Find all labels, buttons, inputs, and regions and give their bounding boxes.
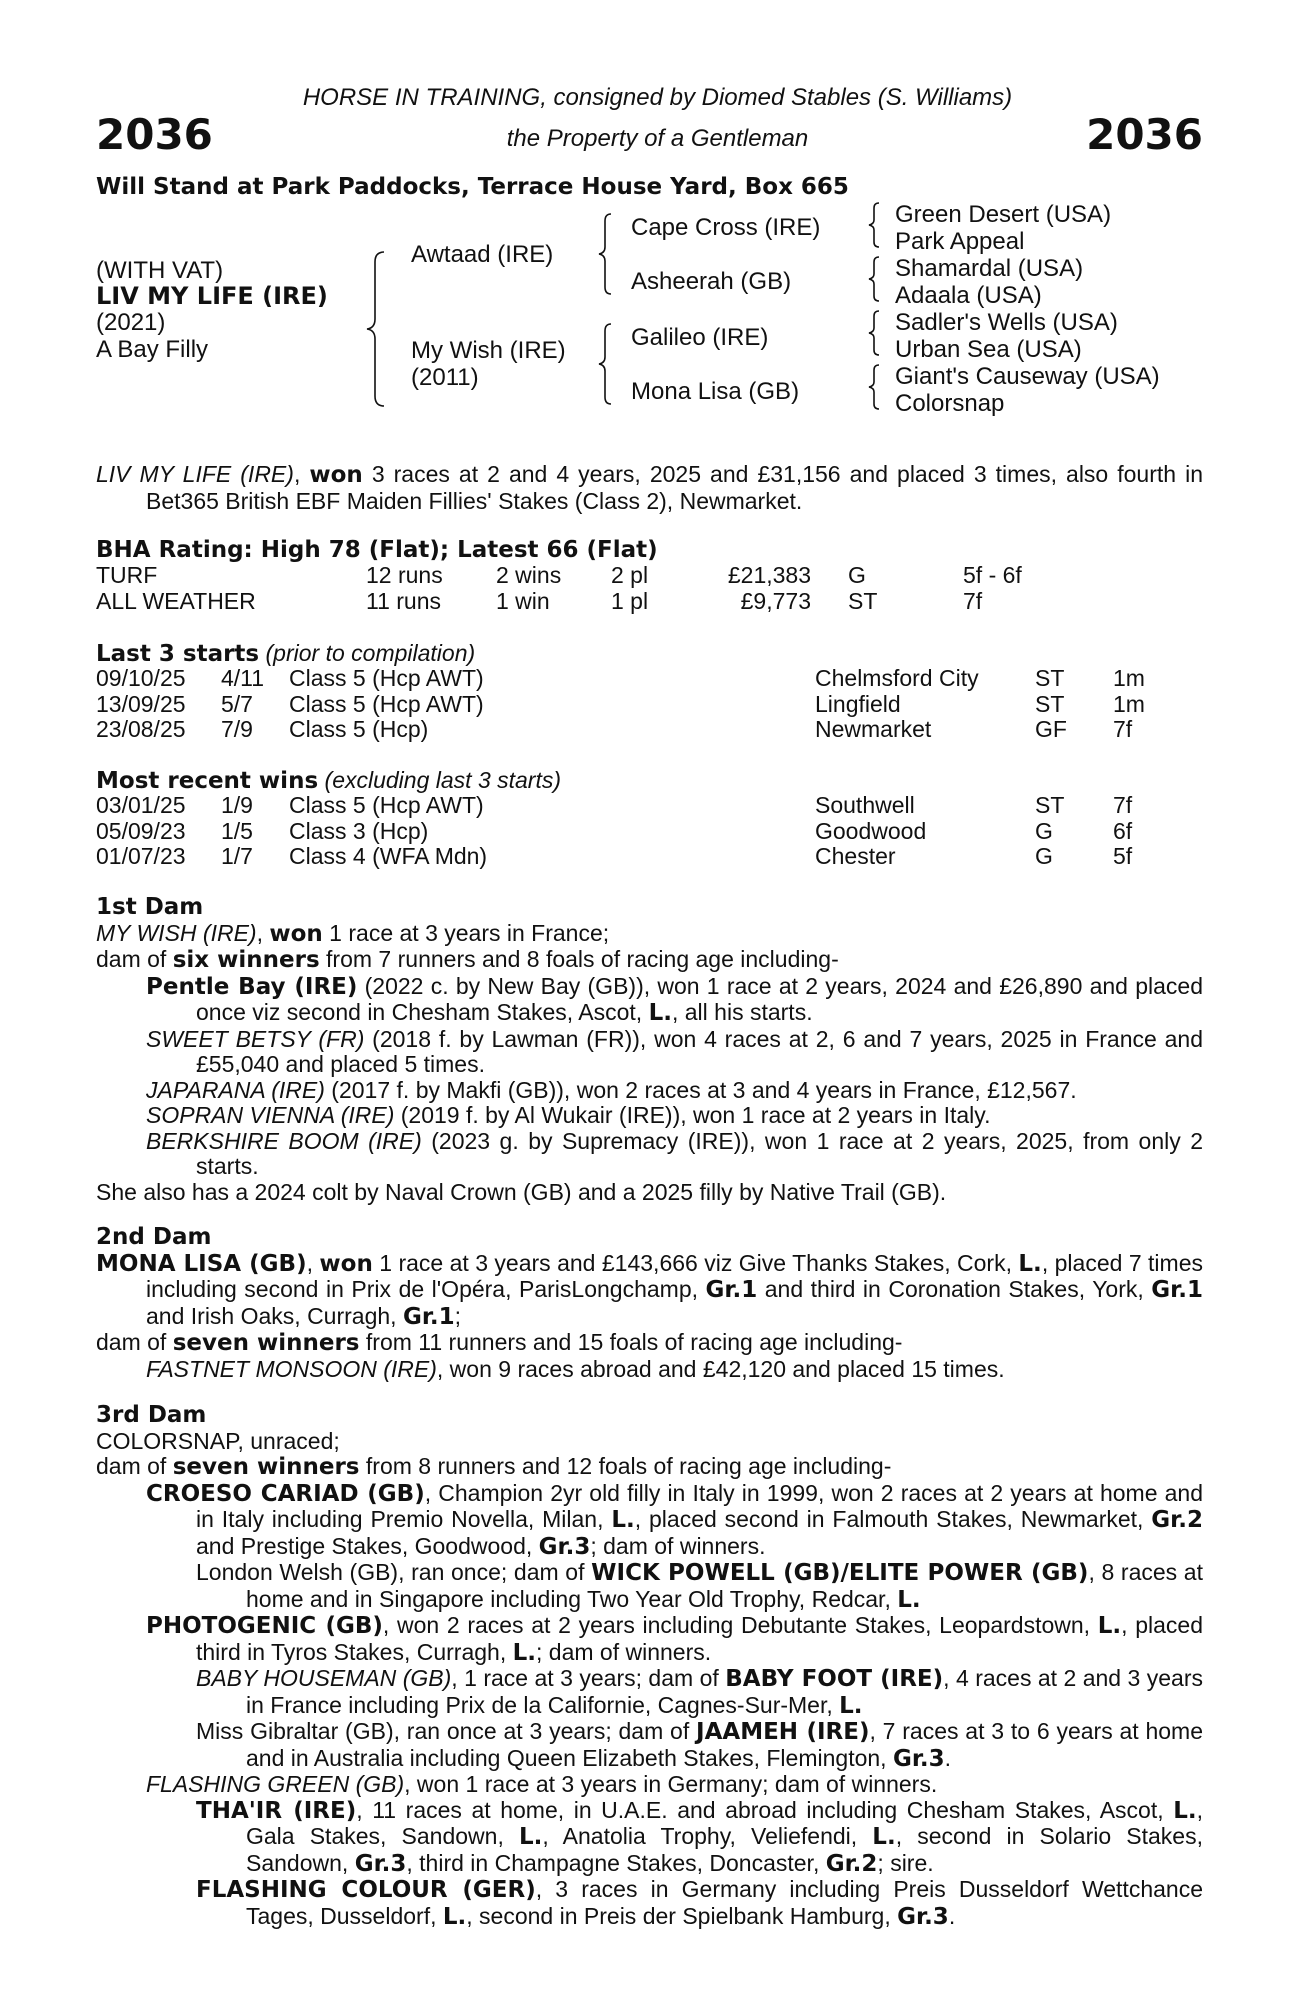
distance: 6f: [1113, 817, 1133, 844]
listed-label: L.: [872, 1824, 896, 1850]
list-item: [146, 1103, 1203, 1129]
first-dam-name: MY WISH (IRE): [96, 919, 257, 946]
last-starts-title: Last 3 starts: [96, 641, 260, 667]
record-text: , Champion 2yr old filly in Italy in 1999, won 2 races at 2 years at home and in Italy including Premio Novella, Milan,: [196, 1479, 1203, 1532]
stand-location: Will Stand at Park Paddocks, Terrace House Yard, Box 665: [96, 174, 849, 200]
race-date: 05/09/23: [96, 817, 186, 844]
going: GF: [1035, 716, 1067, 742]
table-row: [96, 692, 1145, 718]
ds-sire: Sadler's Wells (USA): [895, 309, 1118, 336]
lot-number-right: 2036: [1086, 110, 1203, 159]
record-text: and Prestige Stakes, Goodwood,: [196, 1532, 539, 1559]
table-row: [96, 666, 1145, 692]
first-dam-winners: six winners: [172, 947, 320, 973]
pedigree-brace-1: [364, 250, 390, 408]
runs: 11 runs: [366, 587, 442, 614]
position: 1/7: [221, 843, 253, 869]
distance: 5f: [1113, 843, 1133, 869]
record-text: , won 2 races at 2 years including Debutante Stakes, Leopardstown,: [382, 1612, 1098, 1638]
list-item: [146, 1129, 1203, 1180]
record-text: , placed 7 times including second in Prix de l'Opéra, ParisLongchamp,: [146, 1249, 1203, 1302]
group-label: Gr.1: [402, 1303, 455, 1330]
produce-name: Pentle Bay (IRE): [146, 973, 358, 1000]
list-item: [146, 1481, 1203, 1561]
listed-label: L.: [839, 1692, 863, 1719]
distance: 5f - 6f: [963, 562, 1022, 588]
surface: TURF: [96, 562, 158, 588]
surface: ALL WEATHER: [96, 587, 256, 614]
distance: 7f: [963, 587, 983, 614]
table-row: [96, 563, 1022, 589]
won-label: won: [269, 920, 323, 947]
prize-money: £21,383: [727, 562, 811, 588]
going: G: [848, 562, 866, 588]
dd-sire: Giant's Causeway (USA): [895, 363, 1160, 390]
list-item: [196, 1666, 1203, 1719]
last-starts-table: [96, 666, 1145, 743]
dam: My Wish (IRE): [411, 337, 566, 364]
race-date: 13/09/25: [96, 690, 186, 717]
going: ST: [1035, 690, 1065, 717]
list-item: [146, 974, 1203, 1027]
ss-sire: Green Desert (USA): [895, 201, 1112, 228]
produce-name: FASTNET MONSOON (IRE): [146, 1355, 437, 1382]
race-class: Class 5 (Hcp AWT): [289, 665, 484, 691]
wins: 1 win: [496, 587, 550, 614]
dam-of-label: dam of: [96, 1453, 173, 1479]
position: 1/5: [221, 817, 253, 844]
third-dam-heading: 3rd Dam: [96, 1402, 207, 1428]
course: Newmarket: [815, 716, 932, 742]
race-date: 23/08/25: [96, 716, 186, 742]
race-class: Class 5 (Hcp): [289, 716, 429, 742]
dam-dam: Mona Lisa (GB): [631, 378, 800, 405]
list-item: [196, 1719, 1203, 1772]
listed-label: L.: [442, 1903, 467, 1930]
record-text: , second in Preis der Spielbank Hamburg,: [466, 1902, 898, 1929]
going: ST: [848, 587, 878, 614]
brace-g1: [866, 201, 884, 249]
consignor-line: HORSE IN TRAINING, consigned by Diomed Stables (S. Williams): [302, 84, 1013, 111]
second-dam-section: 2nd Dam MONA LISA (GB), won 1 race at 3 years and £143,666 viz Give Thanks Stakes, Cork, L., placed 7 times including second in Prix de l'Opéra, ParisLongchamp, Gr.1 and third in Coronation Stakes, York, Gr.1 and Irish Oaks, Curragh, Gr.1; dam of seven winners from 11 runners and 15 foals of racing age including- FASTNET MONSOON (IRE), won 9 races abroad and £42,120 and placed 15 times.: [96, 1224, 1203, 1382]
distance: 1m: [1113, 665, 1145, 691]
produce-text-end: , all his starts.: [671, 999, 813, 1025]
course: Goodwood: [815, 817, 927, 844]
wins: 2 wins: [496, 562, 562, 588]
group-label: Gr.1: [1151, 1277, 1203, 1303]
record-text: and Irish Oaks, Curragh,: [146, 1302, 403, 1329]
record-text: , second in Solario Stakes, Sandown,: [246, 1823, 1203, 1876]
race-date: 09/10/25: [96, 665, 186, 691]
produce-text: (2019 f. by Al Wukair (IRE)), won 1 race at 2 years in Italy.: [394, 1102, 991, 1128]
produce-name: JAAMEH (IRE): [696, 1719, 870, 1745]
group-label: Gr.3: [892, 1745, 945, 1772]
distance: 7f: [1113, 716, 1133, 742]
group-label: Gr.3: [897, 1903, 949, 1930]
record-text: , 7 races at 3 to 6 years at home and in Australia including Queen Elizabeth Stakes, Flemington,: [246, 1718, 1204, 1771]
course: Southwell: [815, 792, 915, 818]
record-text: 1 race at 3 years and £143,666 viz Give Thanks Stakes, Cork,: [372, 1249, 1019, 1276]
record-text: London Welsh (GB), ran once; dam of: [196, 1559, 592, 1585]
position: 4/11: [221, 665, 265, 691]
produce-text: (2023 g. by Supremacy (IRE)), won 1 race at 2 years, 2025, from only 2 starts.: [196, 1127, 1203, 1179]
placings: 2 pl: [611, 562, 649, 588]
list-item: [146, 1613, 1203, 1666]
dam-of-label: dam of: [96, 946, 173, 972]
sd-sire: Shamardal (USA): [895, 255, 1084, 282]
record-text: , 4 races at 2 and 3 years in France including Prix de la Californie, Cagnes-Sur-Mer,: [246, 1665, 1204, 1718]
second-dam-winners-text: from 11 runners and 15 foals of racing age including-: [359, 1329, 903, 1355]
brace-g2: [866, 255, 884, 303]
third-dam-produce: [146, 1481, 1203, 1931]
produce-name: FLASHING COLOUR (GER): [196, 1877, 536, 1903]
produce-text: (2018 f. by Lawman (FR)), won 4 races at 2, 6 and 7 years, 2025 in France and £55,040 and placed 5 times.: [196, 1025, 1203, 1077]
position: 7/9: [221, 716, 253, 742]
recent-wins-heading: [96, 767, 561, 794]
dam-of-label: dam of: [96, 1329, 173, 1355]
produce-text: (2022 c. by New Bay (GB)), won 1 race at 2 years, 2024 and £26,890 and placed once viz second in Chesham Stakes, Ascot,: [196, 972, 1204, 1025]
group-label: Gr.2: [1151, 1507, 1203, 1533]
recent-wins-title: Most recent wins: [96, 768, 319, 794]
race-class: Class 5 (Hcp AWT): [289, 690, 484, 717]
course: Chelmsford City: [815, 665, 979, 691]
ds-dam: Urban Sea (USA): [895, 336, 1082, 363]
third-dam-winners-text: from 8 runners and 12 foals of racing age including-: [359, 1453, 892, 1479]
third-dam-winners: seven winners: [172, 1454, 360, 1480]
sub-produce: [196, 1560, 1203, 1613]
race-date: 01/07/23: [96, 843, 186, 869]
recent-wins-table: [96, 793, 1132, 870]
course: Lingfield: [815, 690, 901, 717]
record-text: , placed third in Tyros Stakes, Curragh,: [196, 1612, 1203, 1665]
sire: Awtaad (IRE): [411, 241, 554, 268]
sire-dam: Asheerah (GB): [631, 268, 792, 295]
list-item: [196, 1560, 1203, 1613]
dd-dam: Colorsnap: [895, 390, 1005, 417]
horse-year: (2021): [96, 309, 166, 336]
listed-label: L.: [1018, 1250, 1042, 1277]
produce-name: WICK POWELL (GB)/ELITE POWER (GB): [591, 1560, 1089, 1586]
first-dam-produce: [146, 974, 1203, 1180]
brace-g3: [866, 309, 884, 357]
won-label: won: [319, 1250, 373, 1277]
listed-label: L.: [611, 1507, 635, 1533]
produce-name: FLASHING GREEN (GB): [146, 1771, 405, 1797]
dam-year: (2011): [411, 364, 479, 391]
record-text: , won 1 race at 3 years in Germany; dam of winners.: [404, 1771, 938, 1797]
record-text: , 11 races at home, in U.A.E. and abroad including Chesham Stakes, Ascot,: [356, 1796, 1174, 1823]
listed-label: L.: [1097, 1613, 1122, 1639]
first-dam-heading: 1st Dam: [96, 894, 204, 920]
sire-brace: [597, 212, 617, 296]
last-starts-note: (prior to compilation): [265, 640, 476, 666]
third-dam-name: COLORSNAP, unraced;: [96, 1427, 340, 1454]
record-text: ; dam of winners.: [590, 1532, 766, 1559]
second-dam-heading: 2nd Dam: [96, 1224, 212, 1250]
sub-produce: [196, 1666, 1203, 1772]
produce-name: BABY HOUSEMAN (GB): [196, 1665, 452, 1691]
placings: 1 pl: [611, 587, 649, 614]
produce-name: THA'IR (IRE): [196, 1797, 357, 1824]
listed-label: L.: [512, 1639, 537, 1666]
vat-note: (WITH VAT): [96, 257, 224, 284]
record-text: ; dam of winners.: [536, 1638, 712, 1665]
list-item: [196, 1877, 1203, 1930]
distance: 7f: [1113, 792, 1133, 818]
going: ST: [1035, 665, 1065, 691]
record-text: , Gala Stakes, Sandown,: [246, 1796, 1203, 1849]
record-text: .: [948, 1902, 956, 1929]
third-dam-section: [96, 1402, 1203, 1930]
recent-wins-note: (excluding last 3 starts): [324, 767, 562, 793]
ss-dam: Park Appeal: [895, 228, 1025, 255]
group-label: Gr.3: [538, 1533, 591, 1560]
record-text: , Anatolia Trophy, Veliefendi,: [542, 1823, 873, 1849]
sd-dam: Adaala (USA): [895, 282, 1042, 309]
horse-name: LIV MY LIFE (IRE): [96, 282, 328, 310]
runs: 12 runs: [366, 562, 443, 588]
record-text: , 3 races in Germany including Preis Dusseldorf Wettchance Tages, Dusseldorf,: [246, 1876, 1203, 1929]
listed-label: L.: [518, 1824, 543, 1850]
record-text: .: [944, 1744, 952, 1771]
second-dam-winners: seven winners: [172, 1330, 360, 1356]
bha-rating-heading: BHA Rating: High 78 (Flat); Latest 66 (Flat): [96, 537, 658, 563]
second-dam-name: MONA LISA (GB): [96, 1250, 307, 1277]
going: G: [1035, 817, 1053, 844]
first-dam-section: 1st Dam MY WISH (IRE), won 1 race at 3 years in France; dam of six winners from 7 runners and 8 foals of racing age including- Pentle Bay (IRE) (2022 c. by New Bay (GB)), won 1 race at 2 years, 2024 and £26,890 and placed once viz second in Chesham Stakes, Ascot, L., all his starts. SWEET BETSY (FR) (2018 f. by Lawman (FR)), won 4 races at 2, 6 and 7 years, 2025 in France and £55,040 and placed 5 times. JAPARANA (IRE) (2017 f. by Makfi (GB)), won 2 races at 3 and 4 years in France, £12,567. SOPRAN VIENNA (IRE) (2019 f. by Al Wukair (IRE)), won 1 race at 2 years in Italy. BERKSHIRE BOOM (IRE) (2023 g. by Supremacy (IRE)), won 1 race at 2 years, 2025, from only 2 starts. She also has a 2024 colt by Naval Crown (GB) and a 2025 filly by Native Trail (GB).: [96, 894, 1204, 1205]
produce-name: PHOTOGENIC (GB): [146, 1613, 383, 1639]
group-label: Gr.2: [825, 1850, 878, 1877]
record-text: , 8 races at home and in Singapore including Two Year Old Trophy, Redcar,: [246, 1559, 1203, 1612]
produce-name: BERKSHIRE BOOM (IRE): [146, 1127, 422, 1154]
record-text: and third in Coronation Stakes, York,: [757, 1276, 1152, 1302]
table-row: [96, 589, 1022, 615]
record-text: ;: [454, 1302, 462, 1329]
produce-name: JAPARANA (IRE): [146, 1076, 325, 1103]
produce-name: BABY FOOT (IRE): [725, 1666, 944, 1692]
position: 5/7: [221, 690, 253, 717]
table-row: [96, 717, 1145, 743]
first-dam-record: 1 race at 3 years in France;: [322, 919, 610, 946]
position: 1/9: [221, 792, 253, 818]
course: Chester: [815, 843, 896, 869]
produce-text: , won 9 races abroad and £42,120 and placed 15 times.: [436, 1355, 1005, 1382]
sire-sire: Cape Cross (IRE): [631, 214, 821, 241]
list-item: [146, 1078, 1203, 1104]
table-row: [96, 793, 1132, 819]
produce-name: CROESO CARIAD (GB): [146, 1480, 425, 1507]
list-item: [196, 1798, 1203, 1878]
lot-number-left: 2036: [96, 110, 213, 159]
race-class: Class 5 (Hcp AWT): [289, 792, 484, 818]
group-label: Gr.3: [354, 1850, 407, 1877]
listed-label: L.: [1173, 1797, 1197, 1824]
produce-name: SWEET BETSY (FR): [146, 1025, 365, 1052]
rating-table: [96, 563, 1022, 614]
record-text: , placed second in Falmouth Stakes, Newmarket,: [634, 1506, 1152, 1532]
produce-name: SOPRAN VIENNA (IRE): [146, 1102, 395, 1128]
table-row: [96, 844, 1132, 870]
listed-label: L.: [648, 1000, 672, 1026]
property-line: the Property of a Gentleman: [506, 125, 809, 152]
race-summary: LIV MY LIFE (IRE), won 3 races at 2 and 4 years, 2025 and £31,156 and placed 3 times, also fourth in Bet365 British EBF Maiden Fillies' Stakes (Class 2), Newmarket.: [96, 461, 1203, 514]
table-row: [96, 819, 1132, 845]
horse-description: A Bay Filly: [96, 336, 209, 363]
summary-text: 3 races at 2 and 4 years, 2025 and £31,156 and placed 3 times, also fourth in Bet365 British EBF Maiden Fillies' Stakes (Class 2), Newmarket.: [146, 461, 1203, 514]
dam-sire: Galileo (IRE): [631, 324, 769, 351]
race-date: 03/01/25: [96, 792, 186, 818]
dam-brace: [597, 322, 617, 406]
last-starts-heading: [96, 640, 475, 667]
going: G: [1035, 843, 1053, 869]
brace-g4: [866, 363, 884, 411]
group-label: Gr.1: [705, 1277, 758, 1303]
going: ST: [1035, 792, 1065, 818]
record-text: Miss Gibraltar (GB), ran once at 3 years; dam of: [196, 1718, 697, 1744]
race-class: Class 3 (Hcp): [289, 817, 429, 844]
first-dam-winners-text: from 7 runners and 8 foals of racing age including-: [319, 946, 839, 972]
list-item: [146, 1772, 1203, 1798]
list-item: [146, 1357, 1203, 1383]
prize-money: £9,773: [740, 587, 811, 614]
record-text: ; sire.: [877, 1849, 934, 1876]
produce-text: (2017 f. by Makfi (GB)), won 2 races at 3 and 4 years in France, £12,567.: [324, 1076, 1077, 1103]
distance: 1m: [1113, 690, 1145, 717]
first-dam-also: She also has a 2024 colt by Naval Crown (GB) and a 2025 filly by Native Trail (GB).: [96, 1178, 947, 1205]
listed-label: L.: [897, 1586, 921, 1613]
record-text: , third in Champagne Stakes, Doncaster,: [406, 1849, 826, 1876]
race-class: Class 4 (WFA Mdn): [289, 843, 488, 869]
list-item: [146, 1027, 1203, 1078]
record-text: , 1 race at 3 years; dam of: [451, 1665, 726, 1691]
sub-produce: [196, 1798, 1203, 1931]
summary-horse-name: LIV MY LIFE (IRE): [96, 461, 294, 487]
summary-won: won: [309, 462, 363, 488]
